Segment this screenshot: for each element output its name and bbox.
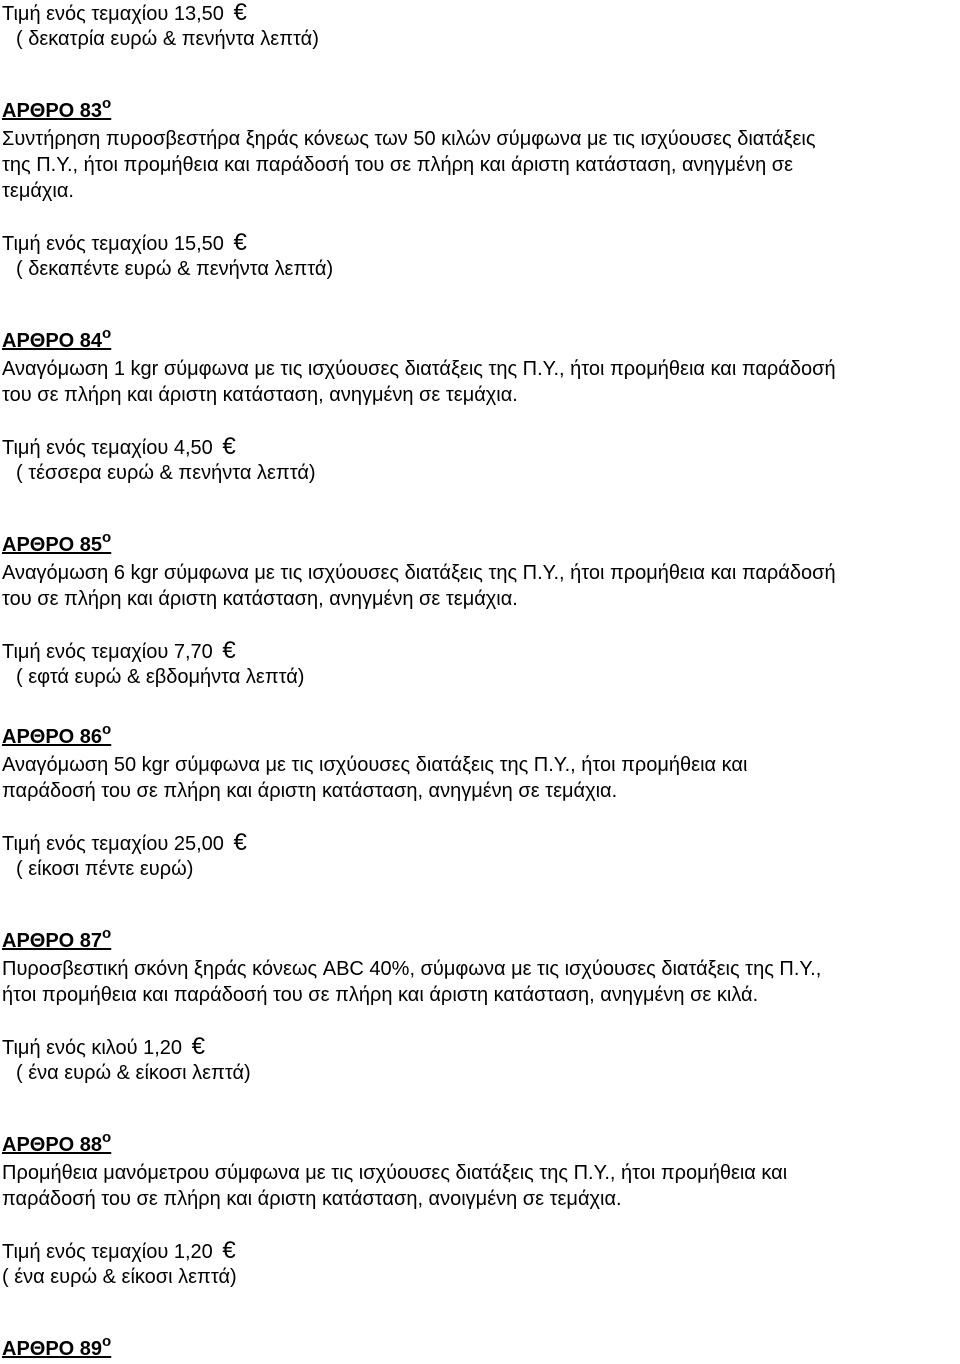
euro-symbol: € <box>191 1033 205 1060</box>
article-text: Αναγόμωση 1 kgr σύμφωνα με τις ισχύουσες διατάξεις της Π.Υ., ήτοι προμήθεια και παράδοσή <box>2 358 836 380</box>
article-text: τεμάχια. <box>2 180 74 202</box>
article-heading: ΑΡΘΡΟ $83^o$ <box>2 95 112 122</box>
price-words: ( δεκαπέντε ευρώ & πενήντα λεπτά) <box>16 258 334 280</box>
price-words: ( δεκατρία ευρώ & πενήντα λεπτά) <box>16 28 319 50</box>
price-line: Τιμή ενός κιλού 1,20 € <box>2 1033 205 1060</box>
euro-symbol: € <box>222 433 236 460</box>
price-words: ( ένα ευρώ & είκοσι λεπτά) <box>16 1062 251 1084</box>
ordinal-suffix: ο <box>102 1333 112 1350</box>
price-line: Τιμή ενός τεμαχίου 15,50 € <box>2 229 247 256</box>
article-text: του σε πλήρη και άριστη κατάσταση, ανηγμένη σε τεμάχια. <box>2 588 518 610</box>
ordinal-suffix: ο <box>102 95 112 112</box>
article-text: της Π.Υ., ήτοι προμήθεια και παράδοσή του σε πλήρη και άριστη κατάσταση, ανηγμένη σε <box>2 154 794 176</box>
price-words: ( είκοσι πέντε ευρώ) <box>16 858 194 880</box>
price-line: Τιμή ενός τεμαχίου 4,50 € <box>2 433 236 460</box>
ordinal-suffix: ο <box>102 721 112 738</box>
article-text: Πυροσβεστική σκόνη ξηράς κόνεως ABC 40%, σύμφωνα με τις ισχύουσες διατάξεις της Π.Υ., <box>2 958 822 980</box>
euro-symbol: € <box>233 0 247 26</box>
euro-symbol: € <box>222 637 236 664</box>
euro-symbol: € <box>233 229 247 256</box>
article-text: Αναγόμωση 6 kgr σύμφωνα με τις ισχύουσες διατάξεις της Π.Υ., ήτοι προμήθεια και παράδοσή <box>2 562 836 584</box>
article-heading: ΑΡΘΡΟ $88^o$ <box>2 1129 112 1156</box>
price-line: Τιμή ενός τεμαχίου 1,20 € <box>2 1237 236 1264</box>
article-heading: ΑΡΘΡΟ $89^o$ <box>2 1333 112 1360</box>
price-line: Τιμή ενός τεμαχίου 13,50 € <box>2 0 247 26</box>
ordinal-suffix: ο <box>102 529 112 546</box>
article-text: παράδοσή του σε πλήρη και άριστη κατάσταση, ανοιγμένη σε τεμάχια. <box>2 1188 622 1210</box>
article-heading: ΑΡΘΡΟ $87^o$ <box>2 925 112 952</box>
price-line: Τιμή ενός τεμαχίου 7,70 € <box>2 637 236 664</box>
article-text: του σε πλήρη και άριστη κατάσταση, ανηγμένη σε τεμάχια. <box>2 384 518 406</box>
price-words: ( ένα ευρώ & είκοσι λεπτά) <box>2 1266 237 1288</box>
euro-symbol: € <box>233 829 247 856</box>
euro-symbol: € <box>222 1237 236 1264</box>
article-heading: ΑΡΘΡΟ $84^o$ <box>2 325 112 352</box>
ordinal-suffix: ο <box>102 325 112 342</box>
article-heading: ΑΡΘΡΟ $86^o$ <box>2 721 112 748</box>
ordinal-suffix: ο <box>102 925 112 942</box>
article-text: ήτοι προμήθεια και παράδοσή του σε πλήρη και άριστη κατάσταση, ανηγμένη σε κιλά. <box>2 984 759 1006</box>
price-words: ( εφτά ευρώ & εβδομήντα λεπτά) <box>16 666 305 688</box>
article-text: παράδοσή του σε πλήρη και άριστη κατάσταση, ανηγμένη σε τεμάχια. <box>2 780 618 802</box>
article-heading: ΑΡΘΡΟ $85^o$ <box>2 529 112 556</box>
ordinal-suffix: ο <box>102 1129 112 1146</box>
article-text: Συντήρηση πυροσβεστήρα ξηράς κόνεως των 50 κιλών σύμφωνα με τις ισχύουσες διατάξεις <box>2 128 816 150</box>
article-text: Προμήθεια μανόμετρου σύμφωνα με τις ισχύουσες διατάξεις της Π.Υ., ήτοι προμήθεια και <box>2 1162 788 1184</box>
price-words: ( τέσσερα ευρώ & πενήντα λεπτά) <box>16 462 316 484</box>
document-page <box>2 0 958 1364</box>
article-text: Αναγόμωση 50 kgr σύμφωνα με τις ισχύουσες διατάξεις της Π.Υ., ήτοι προμήθεια και <box>2 754 748 776</box>
price-line: Τιμή ενός τεμαχίου 25,00 € <box>2 829 247 856</box>
